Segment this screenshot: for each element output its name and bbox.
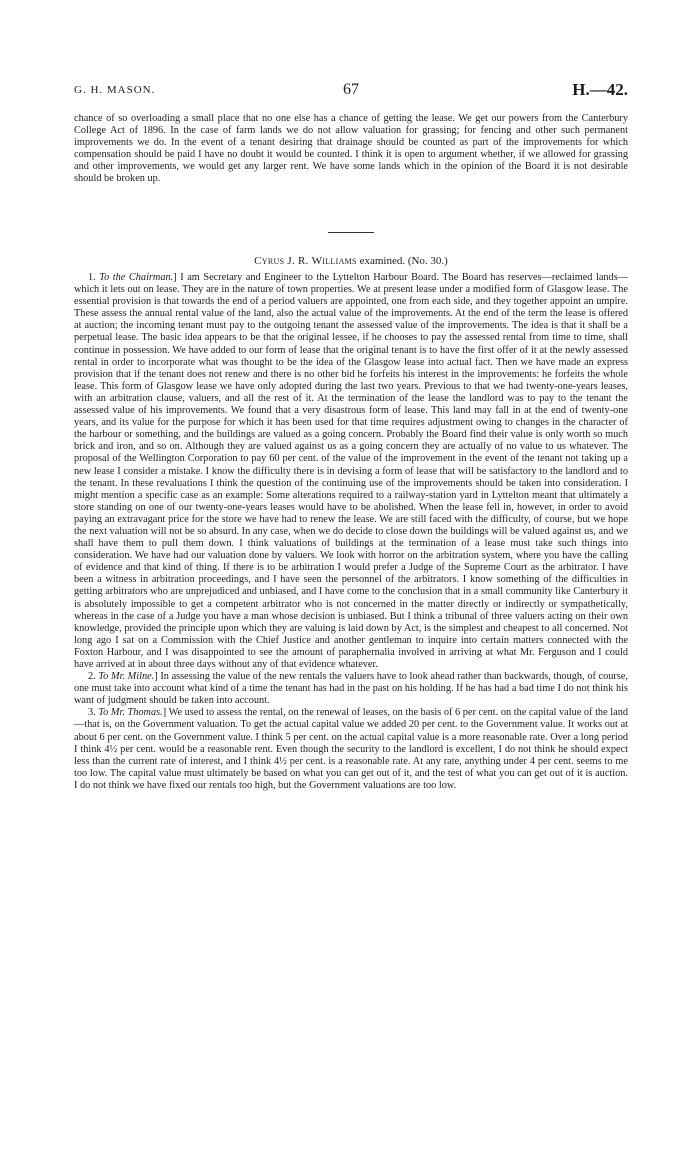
continuation-paragraph (74, 113, 628, 186)
question-number: 1. (88, 272, 96, 283)
question-addressee: To Mr. Thomas. (98, 707, 163, 719)
question-addressee: To the Chairman. (99, 272, 174, 283)
witness-number: (No. 30.) (407, 255, 448, 267)
answer-text: We used to assess the rental, on the renewal of leases, on the basis of 6 per cent. on the capital value of the land—that is, on the Government valuation. To get the actual capital value we added 20 per cent. to the Government value. It works out at about 6 per cent. on the Government value. I think 5 per cent. on the actual capital value is a more reasonable rate. Over a long period I think 4½ per cent. would be a reasonable rent. Even though the security to the landlord is excellent, I do not think he should expect less than the current rate of interest, and I think 4½ per cent. is a reasonable rate. At any rate, anything under 4 per cent. seems to me too low. The capital value must ultimately be based on what you can get out of it, and the test of what you can get out of it is auction. I do not think we have fixed our rentals too high, but the Government valuations are too low. (74, 707, 628, 791)
running-head (74, 82, 628, 100)
witness-name: Cyrus J. R. Williams (254, 255, 357, 267)
question-addressee: To Mr. Milne. (98, 671, 155, 683)
question-number: 2. (88, 671, 96, 683)
question-paragraph: 3. To Mr. Thomas.] We used to assess the rental, on the renewal of leases, on the basis of 6 per cent. on the capital value of the land—that is, on the Government valuation. To get the actual capital value we added 20 per cent. to the Government value. It works out at about 6 per cent. on the Government value. I think 5 per cent. on the actual capital value is a more reasonable rate. Over a long period I think 4½ per cent. would be a reasonable rent. Even though the security to the landlord is excellent, I do not think he should expect less than the current rate of interest, and I think 4½ per cent. is a reasonable rate. At any rate, anything under 4 per cent. seems to me too low. The capital value must ultimately be based on what you can get out of it, and the test of what you can get out of it is auction. I do not think we have fixed our rentals too high, but the Government valuations are too low. (74, 707, 628, 791)
author-header: G. H. MASON. (74, 84, 156, 96)
continuation-text: chance of so overloading a small place that no one else has a chance of getting the lease. We get our powers from the Canterbury College Act of 1896. In the case of farm lands we do not allow valuation for grassing; for fencing and other such permanent improvements we do. In the event of a tenant desiring that drainage should be counted as part of the improvements for which compensation should be paid I have no doubt it would be counted. I think it is open to argument whether, if we allowed for grassing and other improvements, we would get any larger rent. We have some lands which in the opinion of the Board it is not desirable should be broken up. (74, 113, 628, 185)
question-paragraph: 1. To the Chairman.] I am Secretary and Engineer to the Lyttelton Harbour Board. The Board has reserves—reclaimed lands—which it lets out on lease. They are in the nature of town properties. We at present lease under a modified form of Glasgow lease. The essential provision is that towards the end of a period valuers are appointed, one from each side, and they together appoint an umpire. These assess the annual rental value of the land, also the actual value of the improvements. At the end of the term the lease is offered at auction; the incoming tenant must pay to the outgoing tenant the assessed value of the improvements. The idea is that it shall be a perpetual lease. The basic idea appears to be that the original lessee, if he chooses to pay the assessed rental from time to time, shall continue in possession. We have added to our form of lease that the original tenant is to have the first offer of it at the newly assessed rental in order to incorporate what was thought to be the idea of the Glasgow lease into actual fact. Then we have made an express provision that if the tenant does not renew and there is no other bid he forfeits his interest in the improvements: he forfeits the whole lease. This form of Glasgow lease we have only adopted during the last two years. Previous to that we had twenty-one-years leases, with an arbitration clause, valuers, and all the rest of it. At the termination of the lease the landlord was to pay to the tenant the assessed value of his improvements. We found that a very disastrous form of lease. This land may fall in at the end of twenty-one years, and its value for the purpose for which it has been used for that time requires adjustment owing to changes in the character of the harbour or something, and the buildings are valued as a going concern. Probably the Board find their value is only worth so much brick and iron, and so on. Although they are valued against us as a going concern they are actually of no value to us whatever. The proposal of the Wellington Corporation to pay 60 per cent. of the value of the improvement in the event of the tenant not taking up a new lease I consider a mistake. I know the difficulty there is in devising a form of lease that will be satisfactory to the landlord and to the tenant. In these revaluations I think the question of the continuing use of the improvements should be taken into consideration. I might mention a specific case as an example: Some alterations required to a railway-station yard in Lyttelton meant that ultimately a store standing on one of our twenty-one-years leases would have to be abolished. When the lease fell in, however, in order to avoid paying an extravagant price for the store we have had to renew the lease. We are still faced with the difficulty, of course, but we hope the next valuation will not be so absurd. In any case, when we do decide to close down the buildings will be valued against us, and we shall have them to pull them down. I think valuations of buildings at the termination of a lease must take such things into consideration. We have had our valuation done by valuers. We look with horror on the arbitration system, where you have the calling of evidence and that kind of thing. If there is to be arbitration I would prefer a Judge of the Supreme Court as the arbitrator. I have been a witness in arbitration proceedings, and I have seen the personnel of the arbitrators. I know something of the difficulties in getting arbitrators who are unprejudiced and unbiased, and I have come to the conclusion that in a small community like Canterbury it is absolutely impossible to get a competent arbitrator who is not concerned in the matter directly or indirectly or sympathetically, whereas in the case of a Judge you have a man whose decision is unbiased. But I think a tribunal of three valuers acting on their own knowledge, provided the principle upon which they are valuing is laid down by Act, is the simplest and cheapest to all concerned. Not long ago I sat on a Commission with the Chief Justice and another gentleman to inquire into certain matters connected with the Foxton Harbour, and I was disappointed to see the amount of paraphernalia involved in arriving at what Mr. Ferguson and I could have arrived at in about three days without any of that evidence whatever. (74, 272, 629, 670)
section-divider (328, 232, 374, 233)
paper-reference: H.—42. (572, 80, 628, 99)
page-number: 67 (343, 81, 359, 98)
witness-heading (74, 255, 628, 267)
answer-text: In assessing the value of the new rentals the valuers have to look ahead rather than backwards, though, of course, one must take into account what kind of a time the tenant has had in the past on his holding. If he has had a bad time I do not think his want of judgment should be taken into account. (74, 671, 628, 707)
question-paragraph: 2. To Mr. Milne.] In assessing the value of the new rentals the valuers have to look ahead rather than backwards, though, of course, one must take into account what kind of a time the tenant has had in the past on his holding. If he has had a bad time I do not think his want of judgment should be taken into account. (74, 671, 628, 707)
witness-action: examined. (356, 255, 406, 267)
testimony (74, 272, 628, 792)
answer-text: I am Secretary and Engineer to the Lyttelton Harbour Board. The Board has reserves—reclaimed lands—which it lets out on lease. They are in the nature of town properties. We at present lease under a modified form of Glasgow lease. The essential provision is that towards the end of a period valuers are appointed, one from each side, and they together appoint an umpire. These assess the annual rental value of the land, also the actual value of the improvements. At the end of the term the lease is offered at auction; the incoming tenant must pay to the outgoing tenant the assessed value of the improvements. The idea is that it shall be a perpetual lease. The basic idea appears to be that the original lessee, if he chooses to pay the assessed rental from time to time, shall continue in possession. We have added to our form of lease that the original tenant is to have the first offer of it at the newly assessed rental in order to incorporate what was thought to be the idea of the Glasgow lease into actual fact. Then we have made an express provision that if the tenant does not renew and there is no other bid he forfeits his interest in the improvements: he forfeits the whole lease. This form of Glasgow lease we have only adopted during the last two years. Previous to that we had twenty-one-years leases, with an arbitration clause, valuers, and all the rest of it. At the termination of the lease the landlord was to pay to the tenant the assessed value of his improvements. We found that a very disastrous form of lease. This land may fall in at the end of twenty-one years, and its value for the purpose for which it has been used for that time requires adjustment owing to changes in the character of the harbour or something, and the buildings are valued as a going concern. Probably the Board find their value is only worth so much brick and iron, and so on. Although they are valued against us as a going concern they are actually of no value to us whatever. The proposal of the Wellington Corporation to pay 60 per cent. of the value of the improvement in the event of the tenant not taking up a new lease I consider a mistake. I know the difficulty there is in devising a form of lease that will be satisfactory to the landlord and to the tenant. In these revaluations I think the question of the continuing use of the improvements should be taken into consideration. I might mention a specific case as an example: Some alterations required to a railway-station yard in Lyttelton meant that ultimately a store standing on one of our twenty-one-years leases would have to be abolished. When the lease fell in, however, in order to avoid paying an extravagant price for the store we have had to renew the lease. We are still faced with the difficulty, of course, but we hope the next valuation will not be so absurd. In any case, when we do decide to close down the buildings will be valued against us, and we shall have them to pull them down. I think valuations of buildings at the termination of a lease must take such things into consideration. We have had our valuation done by valuers. We look with horror on the arbitration system, where you have the calling of evidence and that kind of thing. If there is to be arbitration I would prefer a Judge of the Supreme Court as the arbitrator. I have been a witness in arbitration proceedings, and I have seen the personnel of the arbitrators. I know something of the difficulties in getting arbitrators who are unprejudiced and unbiased, and I have come to the conclusion that in a small community like Canterbury it is absolutely impossible to get a competent arbitrator who is not concerned in the matter directly or indirectly or sympathetically, whereas in the case of a Judge you have a man whose decision is unbiased. But I think a tribunal of three valuers acting on their own knowledge, provided the principle upon which they are valuing is laid down by Act, is the simplest and cheapest to all concerned. Not long ago I sat on a Commission with the Chief Justice and another gentleman to inquire into certain matters connected with the Foxton Harbour, and I was disappointed to see the amount of paraphernalia involved in arriving at what Mr. Ferguson and I could have arrived at in about three days without any of that evidence whatever. (74, 272, 629, 670)
question-number: 3. (88, 707, 96, 719)
